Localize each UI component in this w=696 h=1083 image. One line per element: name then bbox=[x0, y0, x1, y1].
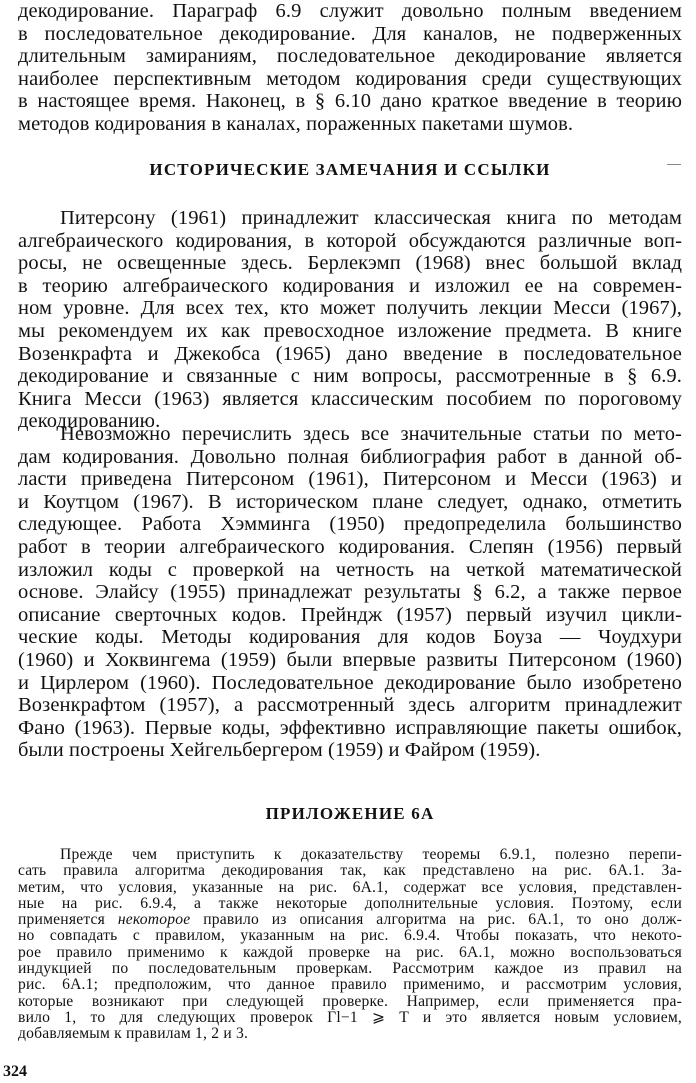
text-line: Невозможно перечислить здесь все значительные статьи по мето- bbox=[60, 423, 682, 445]
text-line: в настоящее время. Наконец, в § 6.10 дано краткое введение в теорию bbox=[18, 90, 682, 113]
text-line: методов кодирования в каналах, пораженных пакетами шумов. bbox=[18, 112, 574, 135]
text-line: мы рекомендуем их как превосходное изложение предмета. В книге bbox=[18, 319, 682, 342]
text-line: были построены Хейгельбергером (1959) и Файром (1959). bbox=[18, 739, 541, 762]
text-line: ласти приведена Питерсоном (1961), Питерсоном и Месси (1963) и bbox=[18, 468, 682, 491]
appendix-paragraph bbox=[18, 847, 682, 1043]
text-line: описание сверточных кодов. Прейндж (1957) первый изучил цикли- bbox=[18, 603, 682, 626]
page-number: 324 bbox=[3, 1063, 27, 1080]
text-line: в последовательное декодирование. Для каналов, не подверженных bbox=[18, 22, 682, 45]
text-line: рое правило применимо к каждой проверке на рис. 6А.1, можно воспользоваться bbox=[18, 943, 682, 961]
text-line: длительным замираниям, последовательное декодирование является bbox=[18, 45, 682, 68]
text-line: вило 1, то для следующих проверок Γl−1 ⩾ T и это является новым условием, bbox=[18, 1008, 682, 1026]
emphasized-word: некоторое bbox=[117, 911, 191, 929]
text-line: сать правила алгоритма декодирования так, как представлено на рис. 6А.1. За- bbox=[18, 862, 682, 880]
history-paragraph-2 bbox=[18, 423, 682, 762]
text-line: Возенкрафта и Джекобса (1965) дано введение в последовательное bbox=[18, 342, 682, 365]
text-line: и Цирлером (1960). Последовательное декодирование было изобретено bbox=[18, 671, 682, 694]
text-line: изложил коды с проверкой на четность на четкой математической bbox=[18, 558, 682, 581]
text-line: рис. 6А.1; предположим, что данное правило применимо, и рассмотрим условия, bbox=[18, 976, 682, 994]
text-line: Книга Месси (1963) является классическим пособием по пороговому bbox=[18, 387, 682, 410]
history-paragraph-1 bbox=[18, 207, 682, 433]
text-line: но совпадать с правилом, указанным на рис. 6.9.4. Чтобы показать, что некото- bbox=[18, 927, 682, 945]
text-line: добавляемым к правилам 1, 2 и 3. bbox=[18, 1025, 249, 1043]
intro-paragraph bbox=[18, 0, 682, 136]
text-line: работ в теории алгебраического кодирования. Слепян (1956) первый bbox=[18, 535, 682, 558]
text-line: декодирование. Параграф 6.9 служит довольно полным введением bbox=[18, 0, 682, 22]
text-line: ные на рис. 6.9.4, а также некоторые дополнительные условия. Поэтому, если bbox=[18, 894, 682, 912]
text-line: наиболее перспективным методом кодирования среди существующих bbox=[18, 67, 682, 90]
text-line: в теорию алгебраического кодирования и изложил ее на современ- bbox=[18, 274, 682, 297]
text-line: (1960) и Хоквингема (1959) были впервые развиты Питерсоном (1960) bbox=[18, 648, 682, 671]
text-line: которые возникают при следующей проверке. Например, если применяется пра- bbox=[18, 992, 682, 1010]
text-line: следующее. Работа Хэмминга (1950) предопределила большинство bbox=[18, 513, 682, 536]
text-line: декодированию. bbox=[18, 410, 161, 433]
text-line: ческие коды. Методы кодирования для кодов Боуза — Чоудхури bbox=[18, 626, 682, 649]
text-line-with-emphasis: применяется некоторое правило из описания алгоритма на рис. 6А.1, то оно долж- bbox=[18, 911, 682, 929]
section-heading-appendix: ПРИЛОЖЕНИЕ 6А bbox=[265, 804, 435, 823]
text-line: Питерсону (1961) принадлежит классическая книга по методам bbox=[60, 207, 682, 229]
text-line: ном уровне. Для всех тех, кто может получить лекции Месси (1967), bbox=[18, 297, 682, 320]
text-line: Прежде чем приступить к доказательству теоремы 6.9.1, полезно перепи- bbox=[60, 846, 682, 863]
text-line: алгебраического кодирования, в которой обсуждаются различные воп- bbox=[18, 229, 682, 252]
margin-mark bbox=[667, 164, 681, 165]
text-line: и Коутцом (1967). В историческом плане следует, однако, отметить bbox=[18, 490, 682, 513]
text-line: основе. Элайсу (1955) принадлежат результаты § 6.2, а также первое bbox=[18, 581, 682, 604]
text-line: росы, не освещенные здесь. Берлекэмп (1968) внес большой вклад bbox=[18, 252, 682, 275]
text-line: дам кодирования. Довольно полная библиография работ в данной об- bbox=[18, 445, 682, 468]
text-line: декодирование и связанные с ним вопросы, рассмотренные в § 6.9. bbox=[18, 365, 682, 388]
text-line: Возенкрафтом (1957), а рассмотренный здесь алгоритм принадлежит bbox=[18, 694, 682, 717]
section-heading-history: ИСТОРИЧЕСКИЕ ЗАМЕЧАНИЯ И ССЫЛКИ bbox=[149, 160, 551, 179]
text-line: индукцией по последовательным проверкам. Рассмотрим каждое из правил на bbox=[18, 960, 682, 978]
text-line: Фано (1963). Первые коды, эффективно исправляющие пакеты ошибок, bbox=[18, 716, 682, 739]
text-line: метим, что условия, указанные на рис. 6А.1, содержат все условия, представлен- bbox=[18, 878, 682, 896]
